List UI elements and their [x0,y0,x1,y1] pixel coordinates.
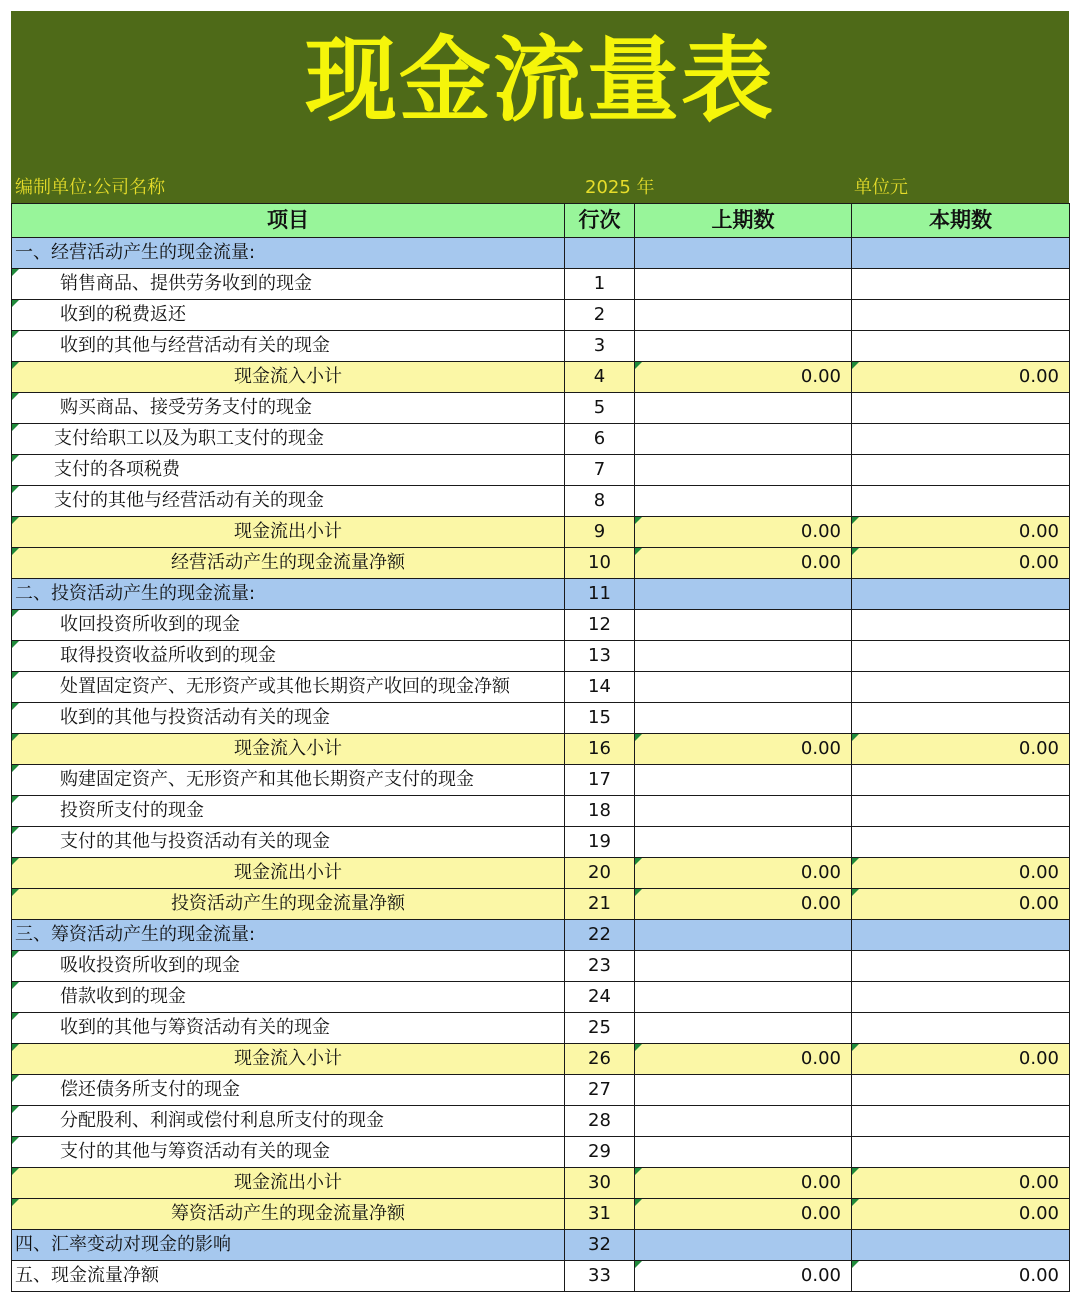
table-body [12,238,1070,1292]
cell-line[interactable]: 11 [565,579,635,610]
cell-item[interactable]: 四、汇率变动对现金的影响 [12,1230,565,1261]
cell-prev[interactable] [635,300,852,331]
cell-item[interactable]: 五、现金流量净额 [12,1261,565,1292]
cell-prev[interactable] [635,765,852,796]
cell-curr[interactable] [852,703,1070,734]
cell-prev[interactable]: 0.00 [635,1261,852,1292]
cell-item[interactable]: 销售商品、提供劳务收到的现金 [12,269,565,300]
cell-line[interactable]: 8 [565,486,635,517]
cell-curr[interactable]: 0.00 [852,1044,1070,1075]
cell-curr[interactable]: 0.00 [852,517,1070,548]
spreadsheet [11,11,1069,1292]
table-row [12,238,1070,269]
cell-line[interactable]: 9 [565,517,635,548]
company-unit-label[interactable]: 编制单位:公司名称 [15,177,166,198]
cell-prev[interactable] [635,951,852,982]
table-row [12,331,1070,362]
cell-prev[interactable] [635,393,852,424]
table-row [12,858,1070,889]
table-row [12,1168,1070,1199]
cell-item[interactable]: 经营活动产生的现金流量净额 [12,548,565,579]
table-row [12,486,1070,517]
table-row [12,1199,1070,1230]
cell-item[interactable]: 现金流入小计 [12,1044,565,1075]
cell-item[interactable]: 分配股利、利润或偿付利息所支付的现金 [12,1106,565,1137]
cell-line[interactable]: 26 [565,1044,635,1075]
cell-line[interactable]: 27 [565,1075,635,1106]
cell-item[interactable]: 现金流出小计 [12,1168,565,1199]
cell-item[interactable]: 投资活动产生的现金流量净额 [12,889,565,920]
header-line[interactable]: 行次 [565,204,635,238]
cell-prev[interactable] [635,672,852,703]
cell-curr[interactable] [852,951,1070,982]
table-row [12,765,1070,796]
cell-item[interactable]: 收到的其他与经营活动有关的现金 [12,331,565,362]
cell-line[interactable]: 12 [565,610,635,641]
cell-line[interactable]: 4 [565,362,635,393]
cell-curr[interactable] [852,1137,1070,1168]
table-row [12,1137,1070,1168]
cell-item[interactable]: 处置固定资产、无形资产或其他长期资产收回的现金净额 [12,672,565,703]
cell-prev[interactable] [635,796,852,827]
cell-prev[interactable] [635,1230,852,1261]
cell-item[interactable]: 收到的税费返还 [12,300,565,331]
cell-line[interactable]: 1 [565,269,635,300]
cell-line[interactable]: 16 [565,734,635,765]
cell-curr[interactable] [852,641,1070,672]
cell-prev[interactable] [635,610,852,641]
cell-prev[interactable] [635,1075,852,1106]
cell-line[interactable]: 29 [565,1137,635,1168]
cell-line[interactable]: 6 [565,424,635,455]
table-row [12,269,1070,300]
cell-item[interactable]: 购建固定资产、无形资产和其他长期资产支付的现金 [12,765,565,796]
cell-prev[interactable] [635,641,852,672]
cell-item[interactable]: 支付给职工以及为职工支付的现金 [12,424,565,455]
table-row [12,1230,1070,1261]
cell-line[interactable]: 15 [565,703,635,734]
cell-curr[interactable] [852,579,1070,610]
table-row [12,1013,1070,1044]
cell-prev[interactable] [635,424,852,455]
cell-item[interactable]: 取得投资收益所收到的现金 [12,641,565,672]
table-row [12,827,1070,858]
cell-curr[interactable]: 0.00 [852,1261,1070,1292]
cell-curr[interactable] [852,610,1070,641]
cell-prev[interactable]: 0.00 [635,548,852,579]
cell-prev[interactable] [635,827,852,858]
cell-line[interactable]: 2 [565,300,635,331]
cell-item[interactable]: 偿还债务所支付的现金 [12,1075,565,1106]
table-row [12,300,1070,331]
cell-prev[interactable] [635,238,852,269]
cell-item[interactable]: 二、投资活动产生的现金流量: [12,579,565,610]
cell-item[interactable]: 购买商品、接受劳务支付的现金 [12,393,565,424]
cell-prev[interactable]: 0.00 [635,517,852,548]
cell-line[interactable]: 17 [565,765,635,796]
cell-prev[interactable]: 0.00 [635,362,852,393]
table-row [12,672,1070,703]
cell-curr[interactable] [852,1013,1070,1044]
table-row [12,517,1070,548]
table-row [12,796,1070,827]
header-curr[interactable]: 本期数 [852,204,1070,238]
cell-item[interactable]: 吸收投资所收到的现金 [12,951,565,982]
cell-item[interactable]: 支付的其他与筹资活动有关的现金 [12,1137,565,1168]
cell-curr[interactable] [852,796,1070,827]
cell-line[interactable]: 22 [565,920,635,951]
cell-line[interactable]: 32 [565,1230,635,1261]
cell-prev[interactable]: 0.00 [635,889,852,920]
cell-curr[interactable] [852,393,1070,424]
cell-line[interactable]: 13 [565,641,635,672]
cell-item[interactable]: 三、筹资活动产生的现金流量: [12,920,565,951]
table-row [12,920,1070,951]
cell-prev[interactable] [635,1013,852,1044]
cell-curr[interactable]: 0.00 [852,1199,1070,1230]
cell-item[interactable]: 现金流入小计 [12,734,565,765]
cell-curr[interactable] [852,300,1070,331]
cell-item[interactable]: 支付的各项税费 [12,455,565,486]
cell-line[interactable]: 25 [565,1013,635,1044]
table-row [12,1044,1070,1075]
cell-item[interactable]: 收到的其他与投资活动有关的现金 [12,703,565,734]
currency-unit-label[interactable]: 单位元 [854,177,908,198]
cell-line[interactable]: 7 [565,455,635,486]
table-row [12,951,1070,982]
page-title: 现金流量表 [304,27,775,134]
table-row [12,889,1070,920]
cell-curr[interactable] [852,331,1070,362]
cell-curr[interactable]: 0.00 [852,362,1070,393]
table-row [12,1261,1070,1292]
header-row [12,204,1070,238]
cell-line[interactable]: 21 [565,889,635,920]
cell-prev[interactable] [635,486,852,517]
cell-prev[interactable] [635,920,852,951]
cash-flow-table [11,203,1070,1292]
cell-line[interactable]: 3 [565,331,635,362]
cell-line[interactable]: 24 [565,982,635,1013]
cell-prev[interactable] [635,331,852,362]
cell-curr[interactable]: 0.00 [852,734,1070,765]
cell-item[interactable]: 现金流入小计 [12,362,565,393]
cell-curr[interactable] [852,672,1070,703]
cell-item[interactable]: 借款收到的现金 [12,982,565,1013]
table-row [12,641,1070,672]
cell-curr[interactable] [852,827,1070,858]
cell-curr[interactable] [852,920,1070,951]
cell-prev[interactable]: 0.00 [635,1199,852,1230]
cell-line[interactable]: 14 [565,672,635,703]
cell-prev[interactable]: 0.00 [635,734,852,765]
cell-curr[interactable]: 0.00 [852,858,1070,889]
header-item[interactable]: 项目 [12,204,565,238]
cell-line[interactable]: 5 [565,393,635,424]
cell-curr[interactable]: 0.00 [852,1168,1070,1199]
cell-line[interactable]: 28 [565,1106,635,1137]
table-row [12,734,1070,765]
cell-curr[interactable] [852,1106,1070,1137]
cell-item[interactable]: 支付的其他与投资活动有关的现金 [12,827,565,858]
cell-item[interactable]: 支付的其他与经营活动有关的现金 [12,486,565,517]
cell-prev[interactable] [635,982,852,1013]
cell-item[interactable]: 收回投资所收到的现金 [12,610,565,641]
cell-prev[interactable] [635,703,852,734]
cell-line[interactable]: 18 [565,796,635,827]
year-label[interactable]: 2025 年 [585,177,655,198]
table-row [12,1106,1070,1137]
cell-line[interactable] [565,238,635,269]
cell-prev[interactable]: 0.00 [635,858,852,889]
table-row [12,455,1070,486]
table-row [12,362,1070,393]
cell-curr[interactable] [852,238,1070,269]
cell-line[interactable]: 23 [565,951,635,982]
table-row [12,1075,1070,1106]
cell-prev[interactable]: 0.00 [635,1168,852,1199]
cell-prev[interactable]: 0.00 [635,1044,852,1075]
cell-item[interactable]: 筹资活动产生的现金流量净额 [12,1199,565,1230]
cell-line[interactable]: 20 [565,858,635,889]
cell-line[interactable]: 10 [565,548,635,579]
cell-curr[interactable] [852,486,1070,517]
cell-prev[interactable] [635,579,852,610]
cell-curr[interactable] [852,269,1070,300]
cell-item[interactable]: 现金流出小计 [12,858,565,889]
cell-prev[interactable] [635,269,852,300]
cell-curr[interactable] [852,1075,1070,1106]
cell-curr[interactable] [852,424,1070,455]
cell-line[interactable]: 33 [565,1261,635,1292]
cell-curr[interactable]: 0.00 [852,889,1070,920]
cell-item[interactable]: 收到的其他与筹资活动有关的现金 [12,1013,565,1044]
cell-prev[interactable] [635,1137,852,1168]
cell-item[interactable]: 投资所支付的现金 [12,796,565,827]
table-row [12,579,1070,610]
cell-item[interactable]: 一、经营活动产生的现金流量: [12,238,565,269]
cell-prev[interactable] [635,455,852,486]
cell-line[interactable]: 31 [565,1199,635,1230]
cell-curr[interactable] [852,982,1070,1013]
cell-item[interactable]: 现金流出小计 [12,517,565,548]
cell-curr[interactable] [852,455,1070,486]
table-row [12,610,1070,641]
cell-line[interactable]: 30 [565,1168,635,1199]
table-row [12,982,1070,1013]
table-row [12,393,1070,424]
table-row [12,548,1070,579]
table-row [12,424,1070,455]
cell-curr[interactable] [852,765,1070,796]
header-prev[interactable]: 上期数 [635,204,852,238]
cell-prev[interactable] [635,1106,852,1137]
title-banner [11,11,1069,203]
cell-curr[interactable] [852,1230,1070,1261]
table-row [12,703,1070,734]
cell-line[interactable]: 19 [565,827,635,858]
cell-curr[interactable]: 0.00 [852,548,1070,579]
